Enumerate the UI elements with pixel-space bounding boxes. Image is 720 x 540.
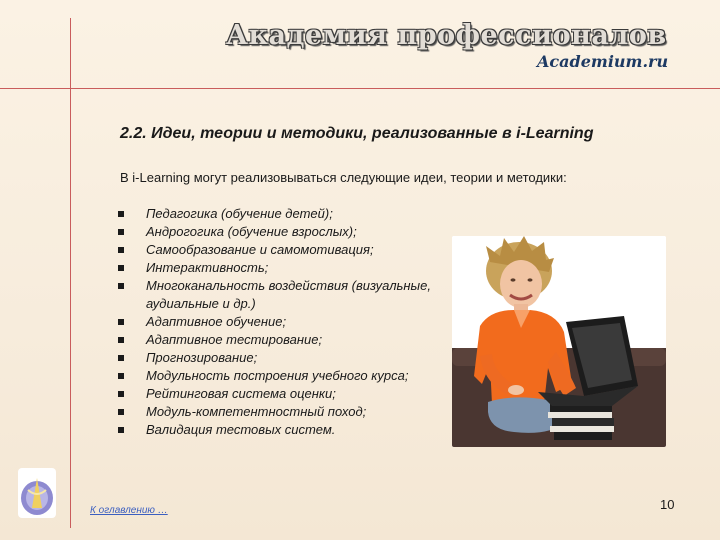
list-item [118, 313, 438, 331]
vertical-rule [70, 18, 71, 528]
bullet-marker [118, 211, 124, 217]
bullet-marker [118, 247, 124, 253]
list-item-text: Интерактивность; [146, 260, 269, 275]
list-item-text: Многоканальность воздействия (визуальные, аудиальные и др.) [146, 278, 431, 311]
list-item [118, 349, 438, 367]
list-item [118, 385, 438, 403]
bullet-marker [118, 391, 124, 397]
slide-heading: 2.2. Идеи, теории и методики, реализованные в i-Learning [120, 125, 594, 142]
methods-list [118, 205, 438, 439]
list-item-text: Прогнозирование; [146, 350, 258, 365]
list-item-text: Адаптивное обучение; [146, 314, 287, 329]
list-item [118, 421, 438, 439]
photo-illustration [452, 236, 666, 447]
bullet-marker [118, 355, 124, 361]
list-item [118, 241, 438, 259]
intro-text: В i-Learning могут реализовываться следующие идеи, теории и методики: [120, 170, 567, 185]
list-item [118, 223, 438, 241]
list-item-text: Модульность построения учебного курса; [146, 368, 409, 383]
list-item-text: Рейтинговая система оценки; [146, 386, 336, 401]
list-item-text: Адаптивное тестирование; [146, 332, 323, 347]
logo-emblem [18, 468, 56, 518]
list-item [118, 205, 438, 223]
list-item-text: Андрогогика (обучение взрослых); [146, 224, 357, 239]
list-item-text: Модуль-компетентностный поход; [146, 404, 367, 419]
list-item [118, 367, 438, 385]
bullet-marker [118, 229, 124, 235]
list-item-text: Педагогика (обучение детей); [146, 206, 333, 221]
bullet-marker [118, 373, 124, 379]
academy-logo [18, 468, 56, 518]
bullet-marker [118, 283, 124, 289]
bullet-marker [118, 337, 124, 343]
list-item [118, 403, 438, 421]
bullet-marker [118, 427, 124, 433]
bullet-marker [118, 319, 124, 325]
brand-site: Academium.ru [537, 52, 669, 71]
bullet-marker [118, 265, 124, 271]
list-item [118, 331, 438, 349]
list-item [118, 277, 438, 313]
list-item-text: Самообразование и самомотивация; [146, 242, 374, 257]
page-number: 10 [660, 497, 675, 512]
list-item [118, 259, 438, 277]
student-laptop-photo [452, 236, 666, 447]
bullet-marker [118, 409, 124, 415]
brand-title: Академия профессионалов [226, 20, 667, 51]
list-item-text: Валидация тестовых систем. [146, 422, 336, 437]
horizontal-rule [0, 88, 720, 89]
toc-link[interactable]: К оглавлению … [90, 505, 168, 516]
